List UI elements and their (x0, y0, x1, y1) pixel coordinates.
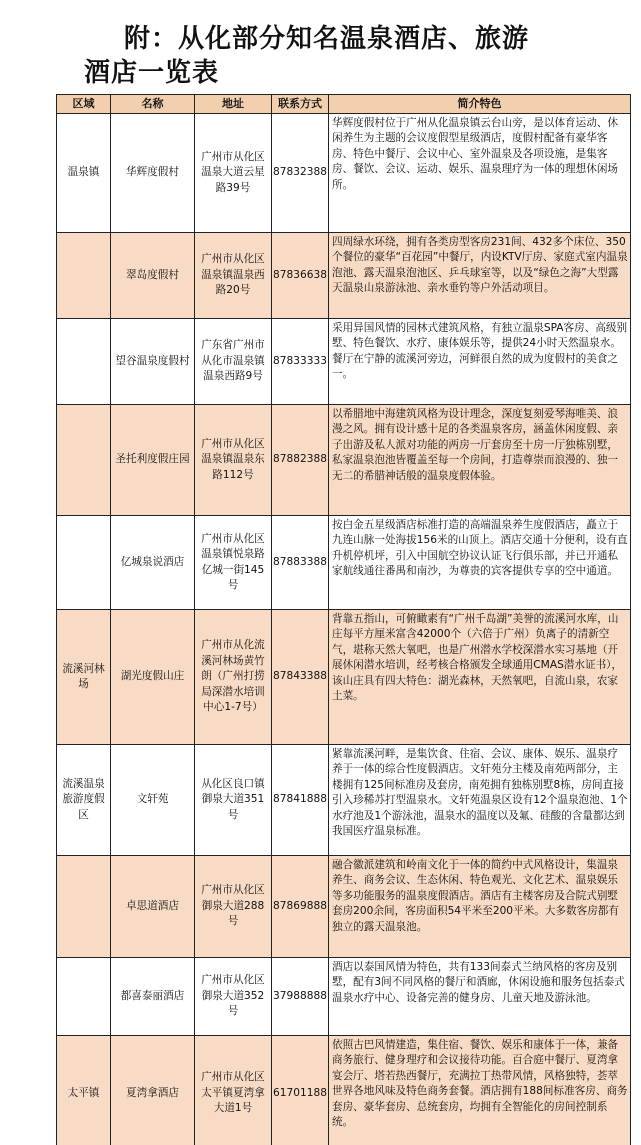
header-address: 地址 (195, 95, 272, 114)
cell-name: 湖光度假山庄 (111, 610, 195, 745)
cell-address: 从化区良口镇御泉大道351号 (195, 745, 272, 856)
cell-name: 亿城泉说酒店 (111, 516, 195, 610)
cell-address: 广州市从化区御泉大道352号 (195, 958, 272, 1036)
cell-description: 紧靠流溪河畔，是集饮食、住宿、会议、康体、娱乐、温泉疗养于一体的综合性度假酒店。文轩苑分主楼及南苑两部分，主楼拥有125间标准房及套房，南苑拥有独栋别墅8栋，房间直接引入珍稀苏打型温泉水。文轩苑温泉区设有12个温泉泡池、1个水疗池及1个游泳池，温泉水的温度以及氟、硅酸的含量都达到我国医疗温泉标准。 (329, 745, 631, 856)
table-row (57, 1036, 631, 1145)
header-region: 区域 (57, 95, 111, 114)
header-phone: 联系方式 (272, 95, 329, 114)
cell-region (57, 958, 111, 1036)
cell-name: 都喜泰丽酒店 (111, 958, 195, 1036)
cell-name: 翠岛度假村 (111, 233, 195, 319)
cell-region (57, 856, 111, 958)
cell-description: 背靠五指山，可俯瞰素有“广州千岛湖”美誉的流溪河水库，山庄每平方厘米富含42000个（六倍于广州）负离子的清新空气，堪称天然大氧吧，也是广州潜水学校深潜水实习基地（开展休闲潜水培训，经考核合格颁发全球通用CMAS潜水证书），该山庄具有四大特色：湖光森林，天然氧吧，自流山泉，农家土菜。 (329, 610, 631, 745)
cell-description: 四周绿水环绕，拥有各类房型客房231间、432多个床位、350个餐位的豪华“百花园”中餐厅，内设KTV厅房、家庭式室内温泉泡池、露天温泉泡池区、乒乓球室等，以及“绿色之海”大型露天温泉山泉游泳池、亲水垂钓等户外活动项目。 (329, 233, 631, 319)
cell-address: 广州市从化区温泉镇温泉东路112号 (195, 405, 272, 516)
cell-description: 依照古巴风情建造，集住宿、餐饮、娱乐和康体于一体，兼备商务旅行、健身理疗和会议接待功能。百合庭中餐厅、夏湾拿宴会厅、塔若热西餐厅，充满拉丁热带风情，风格独特，荟萃世界各地风味及特色商务套餐。酒店拥有188间标准客房、商务套房、豪华套房、总统套房，均拥有全智能化的房间控制系统。 (329, 1036, 631, 1145)
cell-address: 广东省广州市从化市温泉镇温泉西路9号 (195, 319, 272, 405)
cell-phone: 87841888 (272, 745, 329, 856)
cell-phone: 87836638 (272, 233, 329, 319)
title-line-2: 酒店一览表 (84, 58, 220, 88)
cell-phone: 87869888 (272, 856, 329, 958)
header-name: 名称 (111, 95, 195, 114)
cell-name: 文轩苑 (111, 745, 195, 856)
cell-region (57, 319, 111, 405)
cell-address: 广州市从化区太平镇夏湾拿大道1号 (195, 1036, 272, 1145)
cell-description: 按白金五星级酒店标准打造的高端温泉养生度假酒店，矗立于九连山脉一处海拔156米的山顶上。酒店交通十分便利，设有直升机停机坪，引入中国航空协议认证飞行俱乐部，并已开通私家航线通往番禺和南沙，为尊贵的宾客提供专享的空中通道。 (329, 516, 631, 610)
cell-region (57, 233, 111, 319)
table-row (57, 856, 631, 958)
cell-description: 采用异国风情的园林式建筑风格，有独立温泉SPA客房、高级别墅、特色餐饮、水疗、康体娱乐等，提供24小时天然温泉水。餐厅在宁静的流溪河旁边，河鲜很自然的成为度假村的美食之一。 (329, 319, 631, 405)
cell-name: 卓思道酒店 (111, 856, 195, 958)
cell-description: 以希腊地中海建筑风格为设计理念，深度复刻爱琴海唯美、浪漫之风。拥有设计感十足的各类温泉客房，涵盖休闲度假、亲子出游及私人派对功能的两房一厅套房至十房一厅独栋别墅，私家温泉泡池皆覆盖至每一个房间，打造尊崇而浪漫的、独一无二的希腊神话般的温泉度假体验。 (329, 405, 631, 516)
cell-region: 温泉镇 (57, 114, 111, 233)
cell-address: 广州市从化区温泉镇温泉西路20号 (195, 233, 272, 319)
cell-region: 流溪温泉旅游度假区 (57, 745, 111, 856)
cell-description: 酒店以泰国风情为特色，共有133间泰式兰纳风格的客房及别墅，配有3间不同风格的餐厅和酒廊，休闲设施和服务包括泰式温泉水疗中心、设备完善的健身房、儿童天地及游泳池。 (329, 958, 631, 1036)
table-row (57, 319, 631, 405)
cell-phone: 87843388 (272, 610, 329, 745)
table-row (57, 405, 631, 516)
page-title (84, 22, 629, 90)
cell-description: 华辉度假村位于广州从化温泉镇云台山旁，是以体育运动、休闲养生为主题的会议度假型星级酒店，度假村配备有豪华客房、特色中餐厅、会议中心、室外温泉及各项设施，是集客房、餐饮、会议、运动、娱乐、温泉理疗为一体的理想休闲场所。 (329, 114, 631, 233)
cell-address: 广州市从化流溪河林场黄竹朗（广州打捞局深潜水培训中心1-7号） (195, 610, 272, 745)
cell-name: 圣托利度假庄园 (111, 405, 195, 516)
table-row (57, 958, 631, 1036)
cell-region: 太平镇 (57, 1036, 111, 1145)
cell-phone: 87883388 (272, 516, 329, 610)
cell-address: 广州市从化区御泉大道288号 (195, 856, 272, 958)
cell-name: 夏湾拿酒店 (111, 1036, 195, 1145)
cell-phone: 37988888 (272, 958, 329, 1036)
table-row (57, 233, 631, 319)
table-row (57, 610, 631, 745)
cell-name: 望谷温泉度假村 (111, 319, 195, 405)
cell-address: 广州市从化区温泉镇悦泉路亿城一街145号 (195, 516, 272, 610)
table-row (57, 516, 631, 610)
cell-region (57, 405, 111, 516)
table-row (57, 745, 631, 856)
cell-region (57, 516, 111, 610)
cell-phone: 87882388 (272, 405, 329, 516)
cell-name: 华辉度假村 (111, 114, 195, 233)
cell-address: 广州市从化区温泉大道云星路39号 (195, 114, 272, 233)
cell-phone: 87833333 (272, 319, 329, 405)
cell-description: 融合徽派建筑和岭南文化于一体的简约中式风格设计，集温泉养生、商务会议、生态休闲、特色观光、文化艺术、温泉娱乐等多功能服务的温泉度假酒店。酒店有主楼客房及合院式别墅套房200余间，客房面积54平米至200平米。大多数客房都有独立的露天温泉池。 (329, 856, 631, 958)
table-row (57, 114, 631, 233)
cell-region: 流溪河林场 (57, 610, 111, 745)
cell-phone: 87832388 (272, 114, 329, 233)
cell-phone: 61701188 (272, 1036, 329, 1145)
title-line-1: 附：从化部分知名温泉酒店、旅游 (124, 24, 530, 54)
header-description: 简介特色 (329, 95, 631, 114)
table-header-row (57, 95, 631, 114)
hotel-table (56, 94, 631, 1145)
